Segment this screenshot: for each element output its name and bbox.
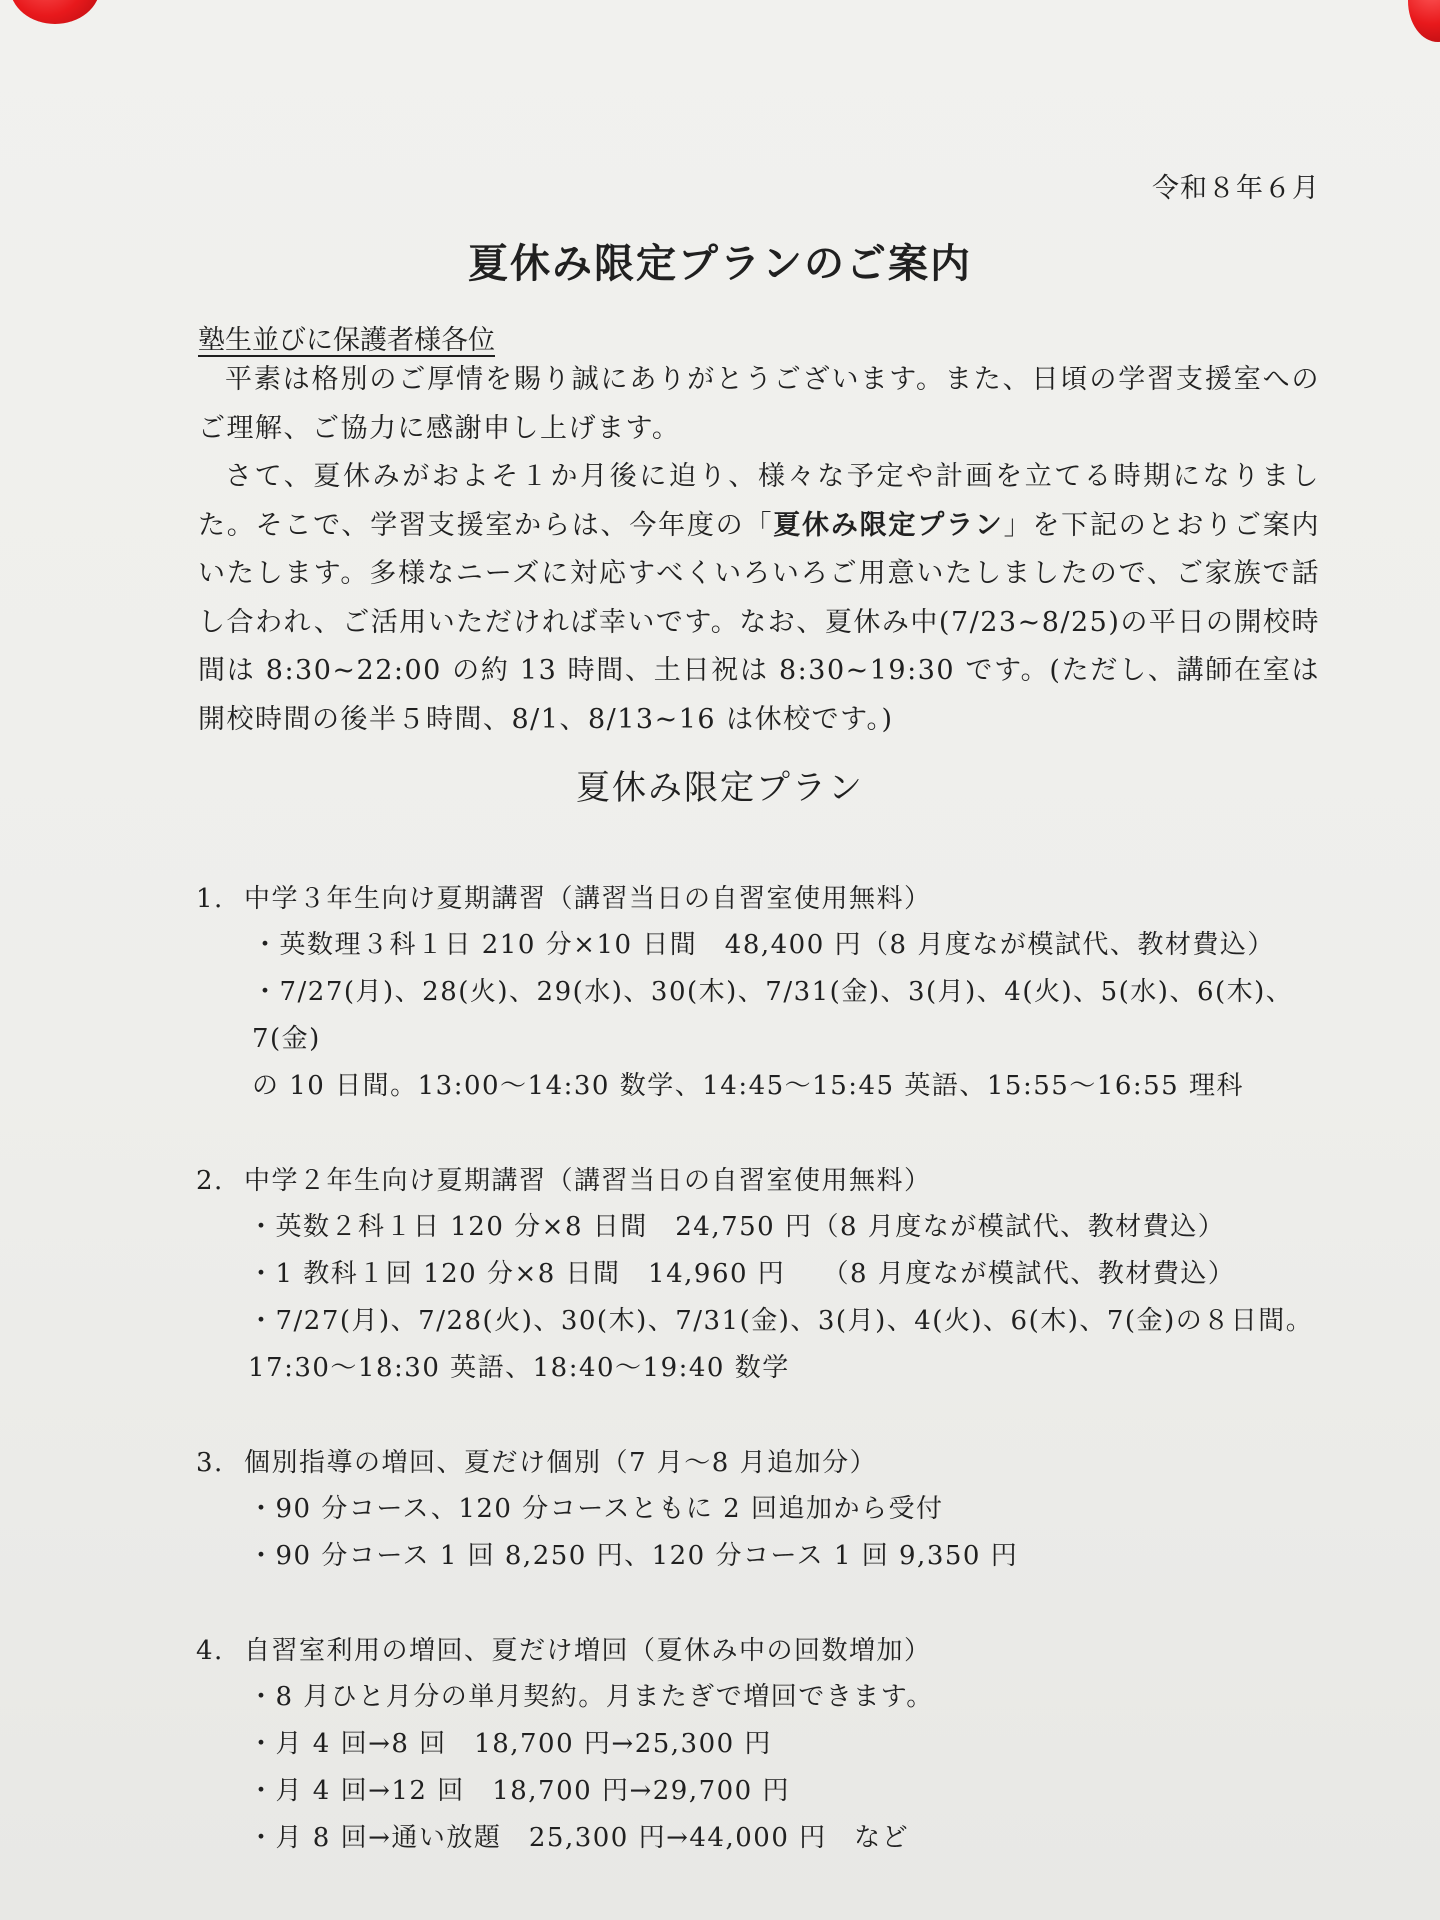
document-title: 夏休み限定プランのご案内 [468, 240, 972, 287]
intro-paragraph-1: 平素は格別のご厚情を賜り誠にありがとうございます。また、日頃の学習支援室へのご理解、ご協力に感謝申し上げます。 [198, 364, 1320, 444]
section-title [196, 1158, 1336, 1204]
document-date: 令和８年６月 [1152, 173, 1320, 204]
push-pin-right [1408, 0, 1440, 42]
intro-paragraph-2-start: さて、夏休みがおよそ１か月後に迫り、様々な予定や計画を立てる時期になりました。そこで、学習支援室からは、今年度の「 [198, 461, 1320, 541]
section-title-text: 中学２年生向け夏期講習（講習当日の自習室使用無料） [244, 1166, 932, 1196]
section-item: 17:30～18:30 英語、18:40～19:40 数学 [248, 1353, 790, 1383]
section-item: ・月 4 回→12 回 18,700 円→29,700 円 [248, 1776, 790, 1806]
plan-heading: 夏休み限定プラン [576, 768, 864, 808]
section-title [196, 876, 1336, 922]
section-title-text: 個別指導の増回、夏だけ個別（7 月～8 月追加分） [244, 1448, 878, 1478]
push-pin-left [10, 0, 100, 24]
section-title-text: 自習室利用の増回、夏だけ増回（夏休み中の回数増加） [244, 1636, 932, 1666]
section-title [196, 1628, 1336, 1674]
section-item: ・月 4 回→8 回 18,700 円→25,300 円 [248, 1729, 772, 1759]
section-item: の 10 日間。13:00～14:30 数学、14:45～15:45 英語、15:55～16:55 理科 [252, 1071, 1244, 1101]
section-item: ・7/27(月)、28(火)、29(水)、30(木)、7/31(金)、3(月)、4(火)、5(水)、6(木)、7(金) [252, 977, 1294, 1054]
plan-section-1 [196, 876, 1336, 1110]
plan-section-2 [196, 1158, 1336, 1392]
plan-sections [196, 876, 1336, 1910]
section-item: ・8 月ひと月分の単月契約。月またぎで増回できます。 [248, 1682, 934, 1712]
section-item: ・1 教科１回 120 分×8 日間 14,960 円 （8 月度なが模試代、教材費込） [248, 1259, 1236, 1289]
plan-section-4 [196, 1628, 1336, 1862]
plan-section-3 [196, 1440, 1336, 1580]
section-item: ・英数２科１日 120 分×8 日間 24,750 円（8 月度なが模試代、教材費込） [248, 1212, 1226, 1242]
section-number: 4. [196, 1636, 224, 1666]
section-number: 1. [196, 884, 224, 914]
section-item: ・90 分コース、120 分コースともに 2 回追加から受付 [248, 1494, 944, 1524]
section-item: ・90 分コース 1 回 8,250 円、120 分コース 1 回 9,350 円 [248, 1541, 1019, 1571]
section-item: ・7/27(月)、7/28(火)、30(木)、7/31(金)、3(月)、4(火)、6(木)、7(金)の８日間。 [248, 1306, 1314, 1336]
intro-paragraph-2-end: 」を下記のとおりご案内いたします。多様なニーズに対応すべくいろいろご用意いたしましたので、ご家族で話し合われ、ご活用いただければ幸いです。なお、夏休み中(7/23~8/25)の平日の開校時間は 8:30~22:00 の約 13 時間、土日祝は 8:30~19:30 です。(ただし、講師在室は開校時間の後半５時間、8/1、8/13~16 は休校です。) [198, 509, 1320, 735]
intro-paragraph-2 [198, 453, 1320, 744]
addressee: 塾生並びに保護者様各位 [198, 325, 495, 356]
section-item: ・英数理３科１日 210 分×10 日間 48,400 円（8 月度なが模試代、教材費込） [252, 930, 1275, 960]
section-title [196, 1440, 1336, 1486]
section-item: ・月 8 回→通い放題 25,300 円→44,000 円 など [248, 1823, 910, 1853]
section-number: 3. [196, 1448, 224, 1478]
section-title-text: 中学３年生向け夏期講習（講習当日の自習室使用無料） [244, 884, 932, 914]
section-number: 2. [196, 1166, 224, 1196]
intro-body [198, 356, 1320, 744]
intro-paragraph-2-bold: 夏休み限定プラン [773, 509, 1004, 541]
